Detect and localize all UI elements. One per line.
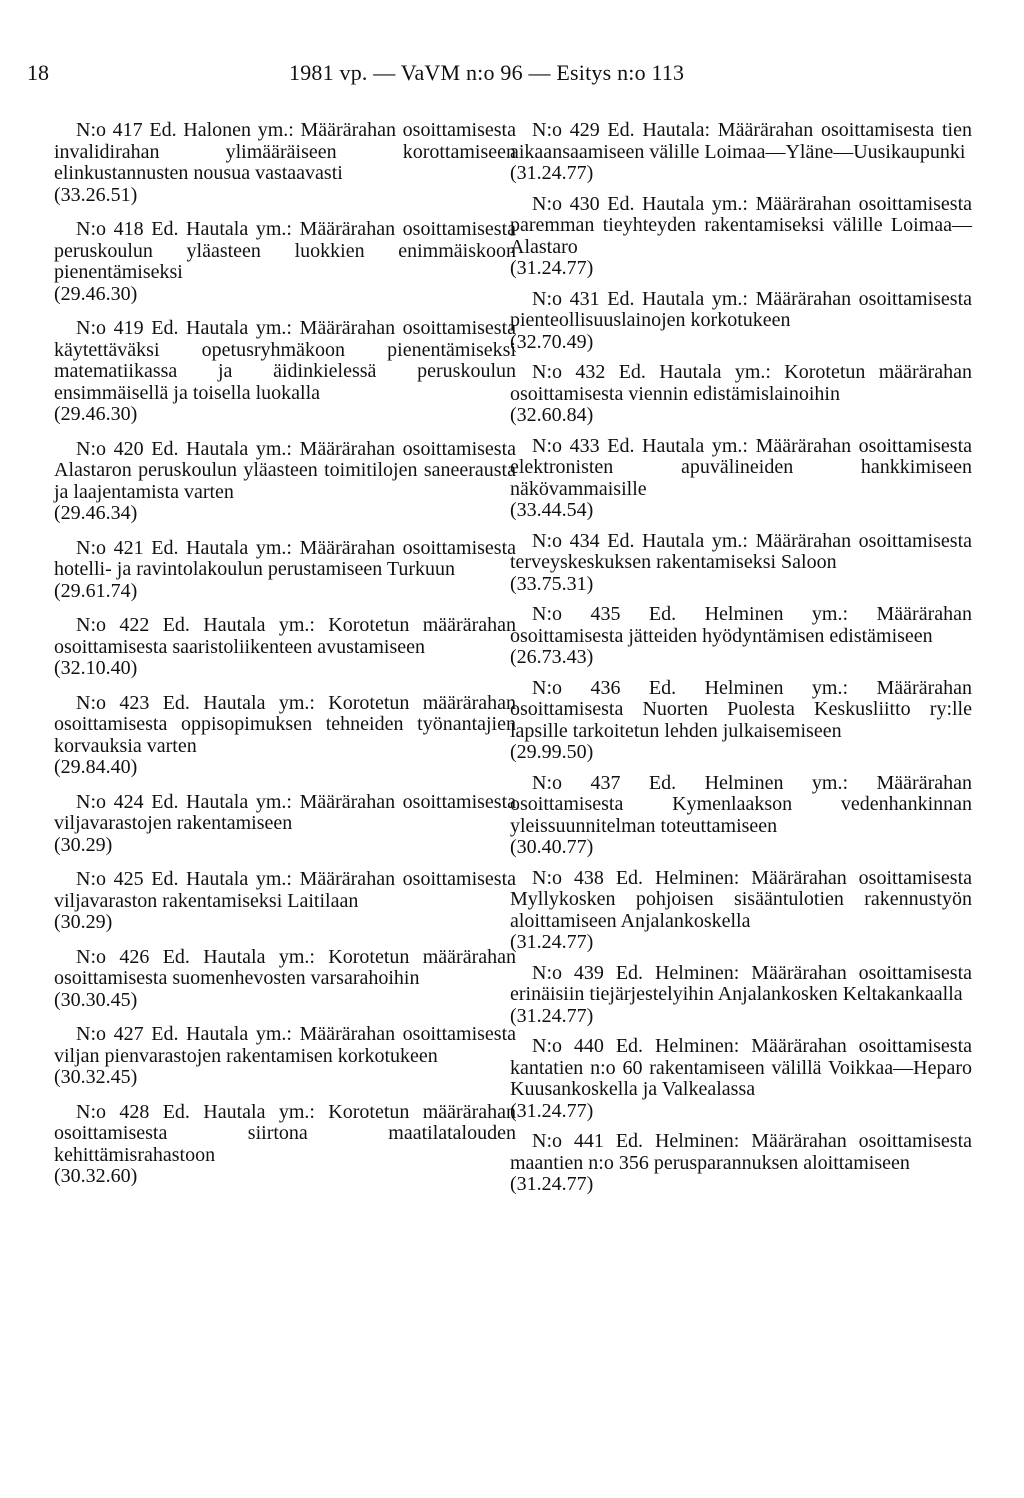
motion-entry [54, 615, 516, 680]
budget-code: (29.46.30) [54, 282, 138, 305]
motion-text: N:o 427 Ed. Hautala ym.: Määrärahan osoittamisesta viljan pienvarastojen rakentamisen korkotukeen [54, 1023, 516, 1067]
motion-text: N:o 436 Ed. Helminen ym.: Määrärahan osoittamisesta Nuorten Puolesta Keskusliitto ry:lle lapsille tarkoitetun lehden julkaisemiseen [510, 676, 972, 742]
motion-text: N:o 428 Ed. Hautala ym.: Korotetun määrärahan osoittamisesta siirtona maatilatalouden kehittämisrahastoon [54, 1100, 516, 1166]
page-header [27, 60, 997, 94]
motion-text: N:o 437 Ed. Helminen ym.: Määrärahan osoittamisesta Kymenlaakson vedenhankinnan yleissuunnitelman toteuttamiseen [510, 771, 972, 837]
budget-code: (29.61.74) [54, 579, 138, 602]
motion-entry [510, 1131, 972, 1196]
motion-entry [54, 693, 516, 779]
right-column [510, 120, 972, 1205]
motion-entry [510, 678, 972, 764]
motion-entry [510, 773, 972, 859]
motion-text: N:o 420 Ed. Hautala ym.: Määrärahan osoittamisesta Alastaron peruskoulun yläasteen toimitilojen saneerausta ja laajentamista varten [54, 437, 516, 503]
motion-text: N:o 423 Ed. Hautala ym.: Korotetun määrärahan osoittamisesta oppisopimuksen tehneiden työnantajien korvauksia varten [54, 691, 516, 757]
page-number: 18 [27, 60, 49, 85]
budget-code: (31.24.77) [510, 162, 594, 184]
motion-text: N:o 425 Ed. Hautala ym.: Määrärahan osoittamisesta viljavaraston rakentamiseksi Laitilaan [54, 868, 516, 912]
motion-entry [54, 1024, 516, 1089]
running-title: 1981 vp. — VaVM n:o 96 — Esitys n:o 113 [289, 60, 685, 85]
motion-text: N:o 432 Ed. Hautala ym.: Korotetun määrärahan osoittamisesta viennin edistämislainoihin [510, 361, 972, 405]
budget-code: (31.24.77) [510, 257, 594, 279]
budget-code: (31.24.77) [510, 1173, 594, 1195]
motion-entry [510, 868, 972, 954]
motion-entry [510, 194, 972, 280]
motion-text: N:o 426 Ed. Hautala ym.: Korotetun määrärahan osoittamisesta suomenhevosten varsarahoihin [54, 945, 516, 989]
motion-text: N:o 417 Ed. Halonen ym.: Määrärahan osoittamisesta invalidirahan ylimääräiseen korottamiseen elinkustannusten nousua vastaavasti [54, 119, 516, 184]
budget-code: (29.46.34) [54, 502, 138, 524]
motion-entry [54, 869, 516, 934]
motion-text: N:o 424 Ed. Hautala ym.: Määrärahan osoittamisesta viljavarastojen rakentamiseen [54, 790, 516, 834]
budget-code: (29.84.40) [54, 756, 138, 778]
motion-text: N:o 419 Ed. Hautala ym.: Määrärahan osoittamisesta käytettäväksi opetusryhmäkoon pienentämiseksi matematiikassa ja äidinkielessä peruskoulun ensimmäisellä ja toisella luokalla [54, 317, 516, 404]
budget-code: (30.29) [54, 911, 113, 933]
budget-code: (32.10.40) [54, 657, 138, 679]
budget-code: (31.24.77) [510, 1004, 594, 1027]
motion-entry [54, 439, 516, 525]
motion-entry [510, 289, 972, 354]
budget-code: (33.75.31) [510, 572, 594, 595]
motion-entry [510, 963, 972, 1028]
motion-text: N:o 422 Ed. Hautala ym.: Korotetun määrärahan osoittamisesta saaristoliikenteen avustamiseen [54, 614, 516, 658]
motion-entry [54, 219, 516, 305]
motion-entry [54, 318, 516, 426]
motion-text: N:o 433 Ed. Hautala ym.: Määrärahan osoittamisesta elektronisten apuvälineiden hankkimiseen näkövammaisille [510, 434, 972, 500]
motion-entry [54, 1102, 516, 1188]
budget-code: (29.99.50) [510, 741, 594, 763]
motion-text: N:o 431 Ed. Hautala ym.: Määrärahan osoittamisesta pienteollisuuslainojen korkotukeen [510, 287, 972, 331]
budget-code: (31.24.77) [510, 1099, 594, 1122]
left-column [54, 120, 516, 1201]
motion-text: N:o 421 Ed. Hautala ym.: Määrärahan osoittamisesta hotelli- ja ravintolakoulun perustamiseen Turkuun [54, 536, 516, 580]
budget-code: (30.29) [54, 833, 113, 856]
budget-code: (32.70.49) [510, 330, 594, 353]
motion-entry [510, 531, 972, 596]
motion-entry [510, 120, 972, 185]
motion-text: N:o 439 Ed. Helminen: Määrärahan osoittamisesta erinäisiin tiejärjestelyihin Anjalankosken Keltakankaalla [510, 961, 972, 1005]
motion-entry [54, 538, 516, 603]
motion-entry [510, 1036, 972, 1122]
motion-text: N:o 429 Ed. Hautala: Määrärahan osoittamisesta tien aikaansaamiseen välille Loimaa—Yläne—Uusikaupunki [510, 119, 972, 163]
budget-code: (30.32.45) [54, 1066, 138, 1088]
motion-text: N:o 434 Ed. Hautala ym.: Määrärahan osoittamisesta terveyskeskuksen rakentamiseksi Saloon [510, 529, 972, 573]
budget-code: (26.73.43) [510, 646, 594, 668]
budget-code: (33.26.51) [54, 183, 138, 206]
budget-code: (29.46.30) [54, 403, 138, 425]
motion-entry [510, 362, 972, 427]
motion-text: N:o 418 Ed. Hautala ym.: Määrärahan osoittamisesta peruskoulun yläasteen luokkien enimmäiskoon pienentämiseksi [54, 218, 516, 283]
budget-code: (33.44.54) [510, 499, 594, 521]
budget-code: (30.30.45) [54, 988, 138, 1011]
budget-code: (32.60.84) [510, 404, 594, 426]
budget-code: (30.40.77) [510, 836, 594, 858]
motion-text: N:o 438 Ed. Helminen: Määrärahan osoittamisesta Myllykosken pohjoisen sisääntulotien rakennustyön aloittamiseen Anjalankoskella [510, 866, 972, 932]
budget-code: (30.32.60) [54, 1165, 138, 1187]
motion-entry [54, 120, 516, 206]
budget-code: (31.24.77) [510, 931, 594, 953]
motion-text: N:o 435 Ed. Helminen ym.: Määrärahan osoittamisesta jätteiden hyödyntämisen edistämiseen [510, 603, 972, 647]
motion-text: N:o 430 Ed. Hautala ym.: Määrärahan osoittamisesta paremman tieyhteyden rakentamiseksi välille Loimaa—Alastaro [510, 192, 972, 258]
motion-text: N:o 441 Ed. Helminen: Määrärahan osoittamisesta maantien n:o 356 perusparannuksen aloittamiseen [510, 1130, 972, 1174]
motion-entry [510, 436, 972, 522]
motion-entry [54, 792, 516, 857]
motion-entry [54, 947, 516, 1012]
motion-entry [510, 604, 972, 669]
motion-text: N:o 440 Ed. Helminen: Määrärahan osoittamisesta kantatien n:o 60 rakentamiseen välillä Voikkaa—Heparo Kuusankoskella ja Valkealassa [510, 1035, 972, 1100]
